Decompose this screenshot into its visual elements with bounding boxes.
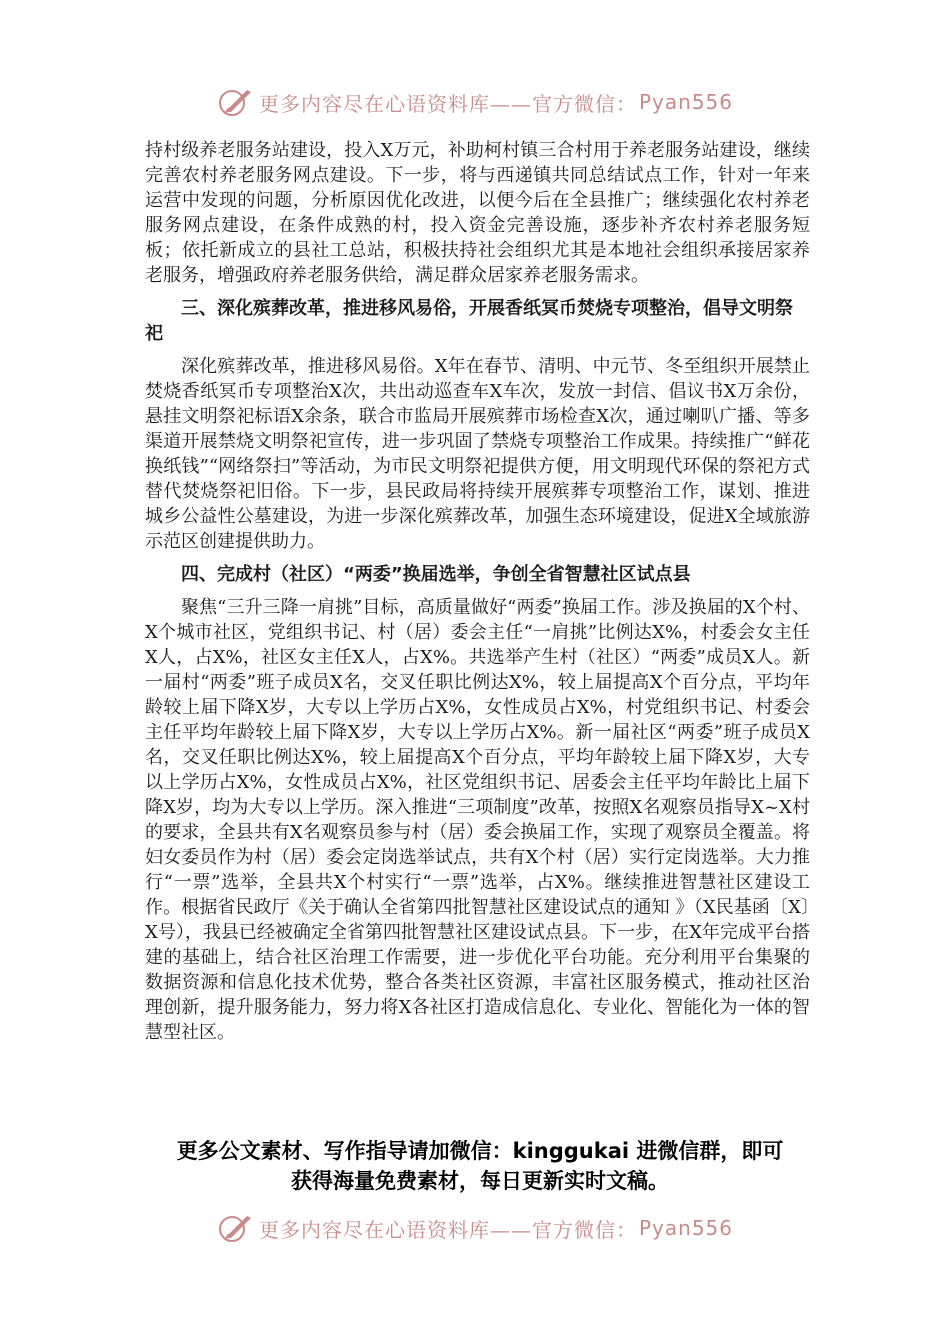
- section-4-heading: 四、完成村（社区）“两委”换届选举，争创全省智慧社区试点县: [181, 564, 691, 585]
- feather-pen-icon: [217, 1212, 255, 1244]
- watermark-footer: [0, 1212, 950, 1244]
- watermark-wechat-id: Pyan556: [638, 90, 733, 114]
- continuation-paragraph: 持村级养老服务站建设，投入X万元，补助柯村镇三合村用于养老服务站建设，继续完善农村养老服务网点建设。下一步，将与西递镇共同总结试点工作，针对一年来运营中发现的问题，分析原因优化改进，以便今后在全县推广；继续强化农村养老服务网点建设，在条件成熟的村，投入资金完善设施，逐步补齐农村养老服务短板；依托新成立的县社工总站，积极扶持社会组织尤其是本地社会组织承接居家养老服务，增强政府养老服务供给，满足群众居家养老服务需求。: [145, 140, 810, 286]
- watermark-text: 更多内容尽在心语资料库——官方微信：: [258, 1217, 637, 1242]
- footer-line-1: 更多公文素材、写作指导请加微信：kinggukai 进微信群，即可: [176, 1139, 784, 1163]
- watermark-header: [0, 86, 950, 118]
- section-3-heading: 三、深化殡葬改革，推进移风易俗，开展香纸冥币焚烧专项整治，倡导文明祭祀: [145, 298, 793, 344]
- footer-promo: [150, 1136, 810, 1196]
- watermark-wechat-id: Pyan556: [638, 1216, 733, 1240]
- footer-line-2: 获得海量免费素材，每日更新实时文稿。: [291, 1169, 669, 1193]
- document-body: [145, 138, 810, 1053]
- feather-pen-icon: [217, 86, 255, 118]
- watermark-text: 更多内容尽在心语资料库——官方微信：: [258, 91, 637, 116]
- section-3-paragraph: 深化殡葬改革，推进移风易俗。X年在春节、清明、中元节、冬至组织开展禁止焚烧香纸冥币专项整治X次，共出动巡查车X车次，发放一封信、倡议书X万余份，悬挂文明祭祀标语X余条，联合市监局开展殡葬市场检查X次，通过喇叭广播、等多渠道开展禁烧文明祭祀宣传，进一步巩固了禁烧专项整治工作成果。持续推广“鲜花换纸钱”“网络祭扫”等活动，为市民文明祭祀提供方便，用文明现代环保的祭祀方式替代焚烧祭祀旧俗。下一步，县民政局将持续开展殡葬专项整治工作，谋划、推进城乡公益性公墓建设，为进一步深化殡葬改革，加强生态环境建设，促进X全域旅游示范区创建提供助力。: [145, 356, 810, 552]
- section-4-paragraph: 聚焦“三升三降一肩挑”目标，高质量做好“两委”换届工作。涉及换届的X个村、X个城市社区，党组织书记、村（居）委会主任“一肩挑”比例达X%，村委会女主任X人，占X%，社区女主任X人，占X%。共选举产生村（社区）“两委”成员X人。新一届村“两委”班子成员X名，交叉任职比例达X%，较上届提高X个百分点，平均年龄较上届下降X岁，大专以上学历占X%，女性成员占X%，村党组织书记、村委会主任平均年龄较上届下降X岁，大专以上学历占X%。新一届社区“两委”班子成员X名，交叉任职比例达X%，较上届提高X个百分点，平均年龄较上届下降X岁，大专以上学历占X%，女性成员占X%，社区党组织书记、居委会主任平均年龄比上届下降X岁，均为大专以上学历。深入推进“三项制度”改革，按照X名观察员指导X~X村的要求，全县共有X名观察员参与村（居）委会换届工作，实现了观察员全覆盖。将妇女委员作为村（居）委会定岗选举试点，共有X个村（居）实行定岗选举。大力推行“一票”选举，全县共X个村实行“一票”选举，占X%。继续推进智慧社区建设工作。根据省民政厅《关于确认全省第四批智慧社区建设试点的通知 》（X民基函〔X〕X号），我县已经被确定全省第四批智慧社区建设试点县。下一步，在X年完成平台搭建的基础上，结合社区治理工作需要，进一步优化平台功能。充分利用平台集聚的数据资源和信息化技术优势，整合各类社区资源，丰富社区服务模式，推动社区治理创新，提升服务能力，努力将X各社区打造成信息化、专业化、智能化为一体的智慧型社区。: [145, 597, 810, 1043]
